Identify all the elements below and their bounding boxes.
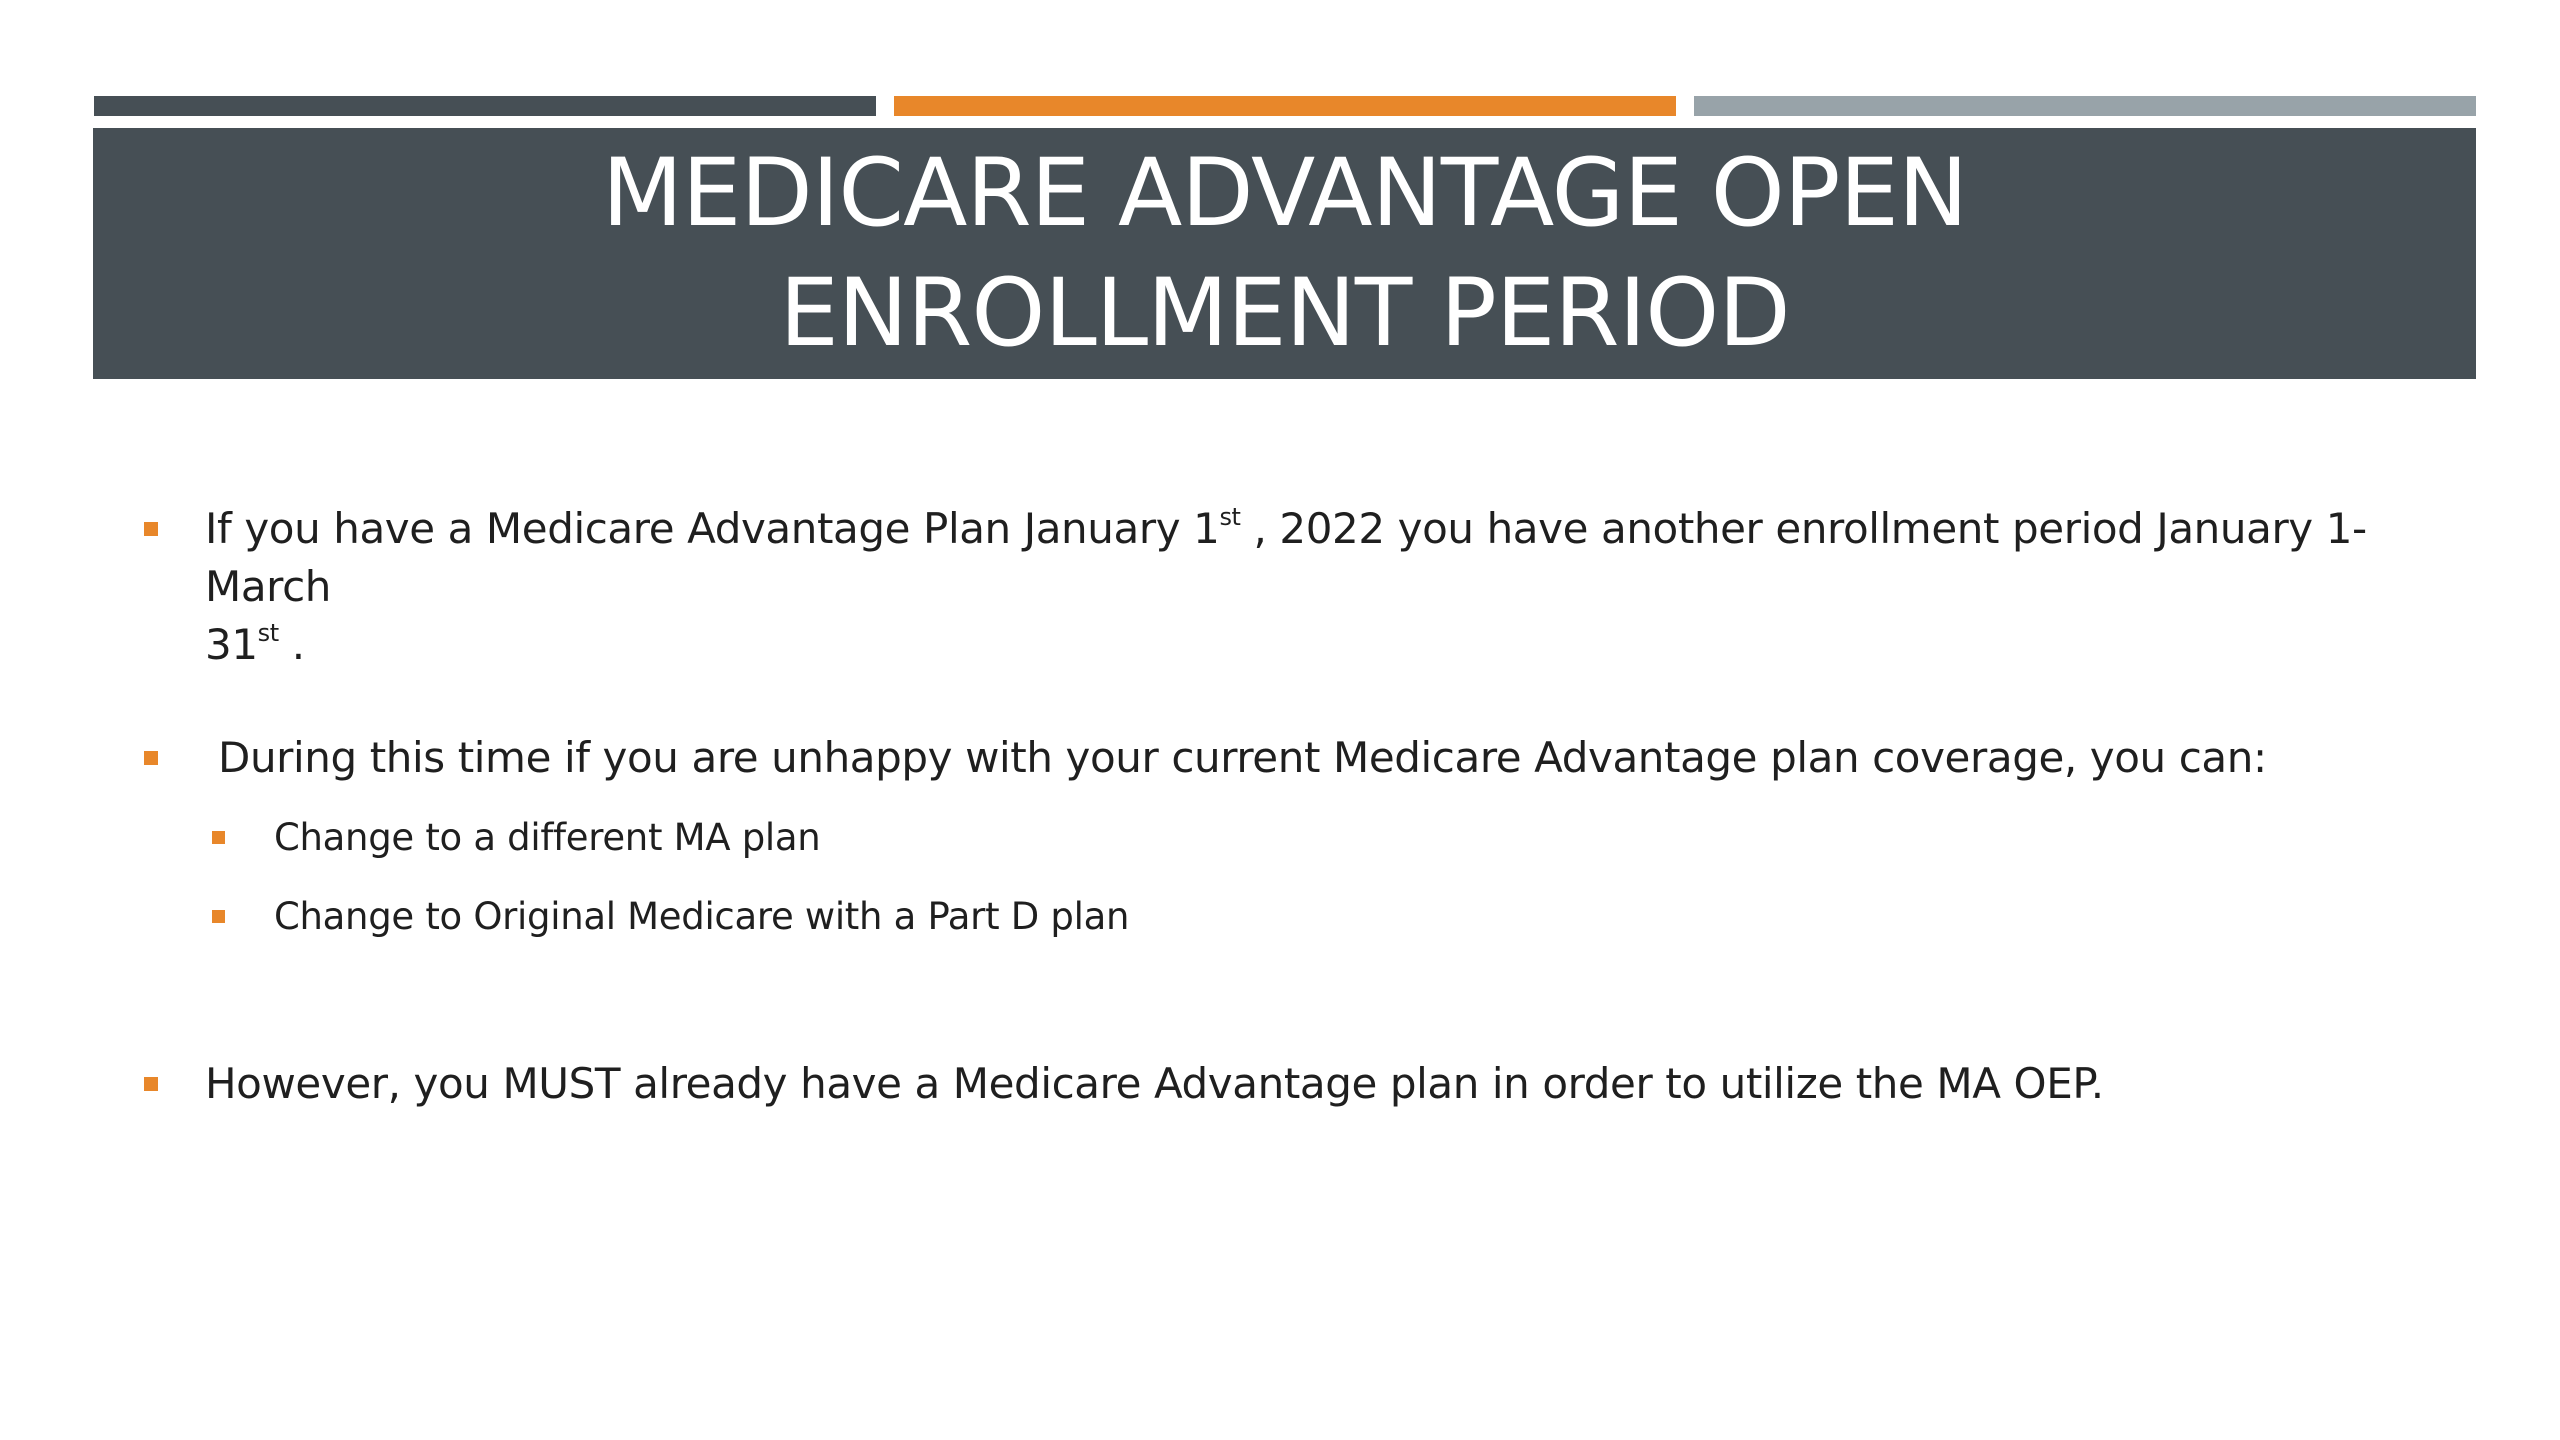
bullet-item-2: During this time if you are unhappy with your current Medicare Advantage plan coverage, you can: (218, 733, 2267, 782)
bullet-1-text-part-3: 31 (205, 620, 258, 669)
slide-title (602, 134, 1967, 374)
sub-bullet-item-2: Change to Original Medicare with a Part D plan (274, 895, 1130, 938)
sub-bullet-square-icon (212, 910, 225, 923)
bullet-square-icon (144, 1077, 158, 1091)
bullet-item-1 (205, 500, 2420, 674)
sub-bullet-square-icon (212, 831, 225, 844)
top-accent-bar-gray (1694, 96, 2476, 116)
slide-title-line-1: MEDICARE ADVANTAGE OPEN (601, 138, 1968, 248)
slide-title-banner (93, 128, 2476, 379)
bullet-1-text-part-1: If you have a Medicare Advantage Plan January 1 (205, 504, 1220, 553)
bullet-1-text-part-4: . (278, 620, 305, 669)
sub-bullet-item-1: Change to a different MA plan (274, 816, 821, 859)
bullet-square-icon (144, 751, 158, 765)
bullet-square-icon (144, 522, 158, 536)
bullet-item-3: However, you MUST already have a Medicare Advantage plan in order to utilize the MA OEP. (205, 1059, 2104, 1108)
bullet-1-superscript-2: st (257, 619, 279, 647)
bullet-1-superscript-1: st (1219, 503, 1241, 531)
slide-title-line-2: ENROLLMENT PERIOD (779, 258, 1790, 368)
top-accent-bar-dark (94, 96, 876, 116)
top-accent-bar-orange (894, 96, 1676, 116)
bullet-1-text-part-2: , 2022 you have another enrollment period January 1- March (205, 504, 2367, 611)
